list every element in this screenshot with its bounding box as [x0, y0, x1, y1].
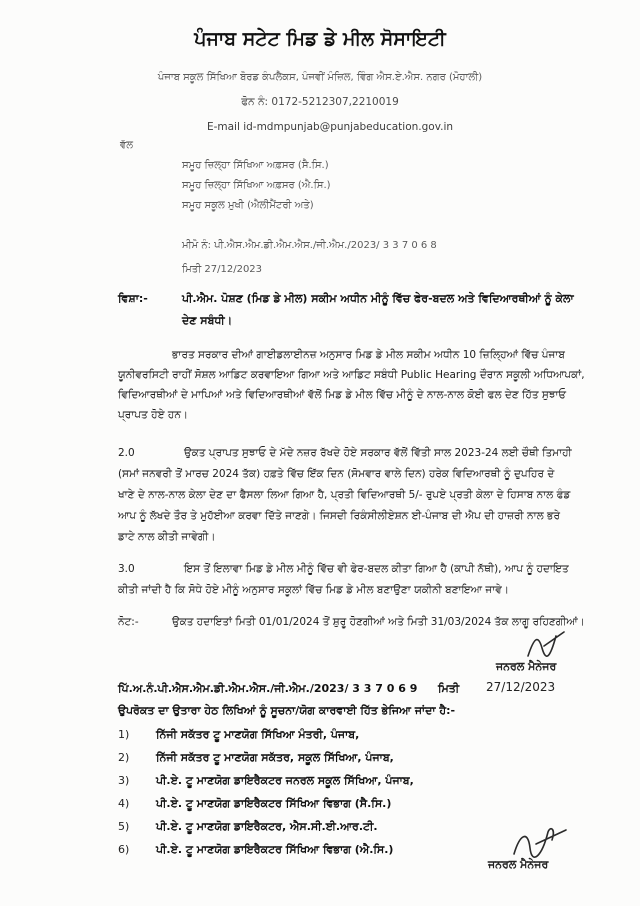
- cc-item-6: ਪੀ.ਏ. ਟੂ ਮਾਣਯੋਗ ਡਾਇਰੈਕਟਰ ਸਿੱਖਿਆ ਵਿਭਾਗ (ਐ.ਸਿ.): [156, 843, 394, 856]
- cc-number-3: 3): [118, 774, 130, 787]
- society-title: ਪੰਜਾਬ ਸਟੇਟ ਮਿਡ ਡੇ ਮੀਲ ਸੋਸਾਇਟੀ: [194, 28, 446, 50]
- endorsement-date-label: ਮਿਤੀ: [438, 682, 460, 695]
- to-label: ਵੱਲ: [120, 140, 134, 151]
- cc-item-1: ਨਿੱਜੀ ਸਕੱਤਰ ਟੂ ਮਾਣਯੋਗ ਸਿੱਖਿਆ ਮੰਤਰੀ, ਪੰਜਾਬ,: [156, 728, 360, 741]
- recipient-line-2: ਸਮੂਹ ਜ਼ਿਲ੍ਹਾ ਸਿੱਖਿਆ ਅਫ਼ਸਰ (ਐ.ਸਿ.): [182, 180, 331, 191]
- para3-line-2: ਕੀਤੀ ਜਾਂਦੀ ਹੈ ਕਿ ਸੋਧੇ ਹੋਏ ਮੀਨੂੰ ਅਨੁਸਾਰ ਸਕੂਲਾਂ ਵਿੱਚ ਮਿਡ ਡੇ ਮੀਲ ਬਣਾਉਣਾ ਯਕੀਨੀ ਬਣਾਇਆ ਜਾਵੇ।: [118, 584, 509, 596]
- para2-line-3: ਖਾਣੇ ਦੇ ਨਾਲ-ਨਾਲ ਕੇਲਾ ਦੇਣ ਦਾ ਫੈਸਲਾ ਲਿਆ ਗਿਆ ਹੈ, ਪ੍ਰਤੀ ਵਿਦਿਆਰਥੀ 5/- ਰੁਪਏ ਪ੍ਰਤੀ ਕੇਲਾ ਦੇ ਹਿਸਾਬ ਨਾਲ ਫੰਡ: [118, 489, 571, 501]
- cc-item-5: ਪੀ.ਏ. ਟੂ ਮਾਣਯੋਗ ਡਾਇਰੈਕਟਰ, ਐਸ.ਸੀ.ਈ.ਆਰ.ਟੀ.: [156, 820, 378, 833]
- cc-number-5: 5): [118, 820, 130, 833]
- signature-title-1: ਜਨਰਲ ਮੈਨੇਜਰ: [496, 660, 557, 673]
- note-label: ਨੋਟ:-: [118, 616, 139, 628]
- subject-line-1: ਪੀ.ਐਮ. ਪੋਸ਼ਣ (ਮਿਡ ਡੇ ਮੀਲ) ਸਕੀਮ ਅਧੀਨ ਮੀਨੂੰ ਵਿੱਚ ਫੇਰ-ਬਦਲ ਅਤੇ ਵਿਦਿਆਰਥੀਆਂ ਨੂੰ ਕੇਲਾ: [182, 292, 574, 305]
- para3-number: 3.0: [118, 563, 135, 575]
- cc-number-4: 4): [118, 797, 130, 810]
- para1-line-2: ਯੂਨੀਵਰਸਿਟੀ ਰਾਹੀਂ ਸੋਸ਼ਲ ਆਡਿਟ ਕਰਵਾਇਆ ਗਿਆ ਅਤੇ ਆਡਿਟ ਸਬੰਧੀ Public Hearing ਦੌਰਾਨ ਸਕੂਲੀ ਅਧਿਆਪਕਾਂ,: [118, 369, 585, 381]
- cc-item-3: ਪੀ.ਏ. ਟੂ ਮਾਣਯੋਗ ਡਾਇਰੈਕਟਰ ਜਨਰਲ ਸਕੂਲ ਸਿੱਖਿਆ, ਪੰਜਾਬ,: [156, 774, 414, 787]
- para1-line-1: ਭਾਰਤ ਸਰਕਾਰ ਦੀਆਂ ਗਾਈਡਲਾਈਨਜ਼ ਅਨੁਸਾਰ ਮਿਡ ਡੇ ਮੀਲ ਸਕੀਮ ਅਧੀਨ 10 ਜ਼ਿਲ੍ਹਿਆਂ ਵਿੱਚ ਪੰਜਾਬ: [172, 349, 565, 361]
- cc-number-6: 6): [118, 843, 130, 856]
- cc-item-2: ਨਿੱਜੀ ਸਕੱਤਰ ਟੂ ਮਾਣਯੋਗ ਸਕੱਤਰ, ਸਕੂਲ ਸਿੱਖਿਆ, ਪੰਜਾਬ,: [156, 751, 394, 764]
- cc-number-1: 1): [118, 728, 130, 741]
- para2-line-1: ਉਕਤ ਪ੍ਰਾਪਤ ਸੁਝਾਓ ਦੇ ਮੱਦੇ ਨਜ਼ਰ ਰੱਖਦੇ ਹੋਏ ਸਰਕਾਰ ਵੱਲੋਂ ਵਿੱਤੀ ਸਾਲ 2023-24 ਲਈ ਚੌਥੀ ਤਿਮਾਹੀ: [184, 447, 572, 459]
- recipient-line-1: ਸਮੂਹ ਜ਼ਿਲ੍ਹਾ ਸਿੱਖਿਆ ਅਫ਼ਸਰ (ਸੈ.ਸਿ.): [182, 160, 329, 171]
- cc-number-2: 2): [118, 751, 130, 764]
- society-address: ਪੰਜਾਬ ਸਕੂਲ ਸਿੱਖਿਆ ਬੋਰਡ ਕੰਪਲੈਕਸ, ਪੰਜਵੀਂ ਮੰਜ਼ਿਲ, ਵਿੰਗ ਐਸ.ਏ.ਐਸ. ਨਗਰ (ਮੋਹਾਲੀ): [157, 72, 483, 83]
- para2-line-4: ਆਪ ਨੂੰ ਲੱਖਦੇ ਤੌਰ ਤੇ ਮੁਹੱਈਆ ਕਰਵਾ ਦਿੱਤੇ ਜਾਣਗੇ। ਜਿਸਦੀ ਰਿਕੰਸੀਲੀਏਸ਼ਨ ਈ-ਪੰਜਾਬ ਦੀ ਐਪ ਦੀ ਹਾਜ਼ਰੀ ਨਾਲ ਭਰੇ: [118, 510, 560, 522]
- para2-line-5: ਡਾਟੇ ਨਾਲ ਕੀਤੀ ਜਾਵੇਗੀ।: [118, 531, 216, 543]
- para2-line-2: (ਸਮਾਂ ਜਨਵਰੀ ਤੋਂ ਮਾਰਚ 2024 ਤੱਕ) ਹਫ਼ਤੇ ਵਿੱਚ ਇੱਕ ਦਿਨ (ਸੋਮਵਾਰ ਵਾਲੇ ਦਿਨ) ਹਰੇਕ ਵਿਦਿਆਰਥੀ ਨੂੰ ਦੁਪਹਿਰ ਦੇ: [118, 468, 555, 480]
- subject-line-2: ਦੇਣ ਸਬੰਧੀ।: [182, 314, 233, 327]
- society-email: E-mail id-mdmpunjab@punjabeducation.gov.in: [206, 121, 454, 133]
- endorsement-memo: ਪਿੱ.ਅ.ਨੰ.ਪੀ.ਐਸ.ਐਮ.ਡੀ.ਐਮ.ਐਸ./ਜੀ.ਐਮ./2023/ 3 3 7 0 6 9: [118, 682, 418, 695]
- endorsement-intro: ਉਪਰੋਕਤ ਦਾ ਉਤਾਰਾ ਹੇਠ ਲਿਖਿਆਂ ਨੂੰ ਸੂਚਨਾ/ਯੋਗ ਕਾਰਵਾਈ ਹਿੱਤ ਭੇਜਿਆ ਜਾਂਦਾ ਹੈ:-: [118, 704, 456, 717]
- subject-label: ਵਿਸ਼ਾ:-: [118, 292, 148, 305]
- society-phone: ਫੋਨ ਨੰ: 0172-5212307,2210019: [241, 96, 399, 108]
- para1-line-3: ਵਿਦਿਆਰਥੀਆਂ ਦੇ ਮਾਪਿਆਂ ਅਤੇ ਵਿਦਿਆਰਥੀਆਂ ਵੱਲੋਂ ਮਿਡ ਡੇ ਮੀਲ ਵਿੱਚ ਮੀਨੂੰ ਦੇ ਨਾਲ-ਨਾਲ ਕੋਈ ਫਲ ਦੇਣ ਹਿੱਤ ਸੁਝਾਓ: [118, 389, 567, 401]
- memo-number: ਮੀਮੋ ਨੰ: ਪੀ.ਐਸ.ਐਮ.ਡੀ.ਐਮ.ਐਸ./ਜੀ.ਐਮ./2023/ 3 3 7 0 6 8: [182, 240, 437, 251]
- memo-date: ਮਿਤੀ 27/12/2023: [182, 264, 263, 275]
- para1-line-4: ਪ੍ਰਾਪਤ ਹੋਏ ਹਨ।: [118, 409, 188, 421]
- recipient-line-3: ਸਮੂਹ ਸਕੂਲ ਮੁਖੀ (ਐਲੀਮੈਂਟਰੀ ਅਤੇ): [182, 200, 314, 211]
- signature-scribble-1: [520, 628, 570, 664]
- para2-number: 2.0: [118, 447, 135, 459]
- note-text: ਉਕਤ ਹਦਾਇਤਾਂ ਮਿਤੀ 01/01/2024 ਤੋਂ ਸ਼ੁਰੂ ਹੋਣਗੀਆਂ ਅਤੇ ਮਿਤੀ 31/03/2024 ਤੱਕ ਲਾਗੂ ਰਹਿਣਗੀਆਂ।: [172, 616, 585, 628]
- endorsement-date-value: 27/12/2023: [486, 680, 556, 694]
- para3-line-1: ਇਸ ਤੋਂ ਇਲਾਵਾ ਮਿਡ ਡੇ ਮੀਲ ਮੀਨੂੰ ਵਿੱਚ ਵੀ ਫੇਰ-ਬਦਲ ਕੀਤਾ ਗਿਆ ਹੈ (ਕਾਪੀ ਨੱਥੀ), ਆਪ ਨੂੰ ਹਦਾਇਤ: [184, 563, 569, 575]
- cc-item-4: ਪੀ.ਏ. ਟੂ ਮਾਣਯੋਗ ਡਾਇਰੈਕਟਰ ਸਿੱਖਿਆ ਵਿਭਾਗ (ਸੈ.ਸਿ.): [156, 797, 392, 810]
- signature-title-2: ਜਨਰਲ ਮੈਨੇਜਰ: [488, 858, 549, 871]
